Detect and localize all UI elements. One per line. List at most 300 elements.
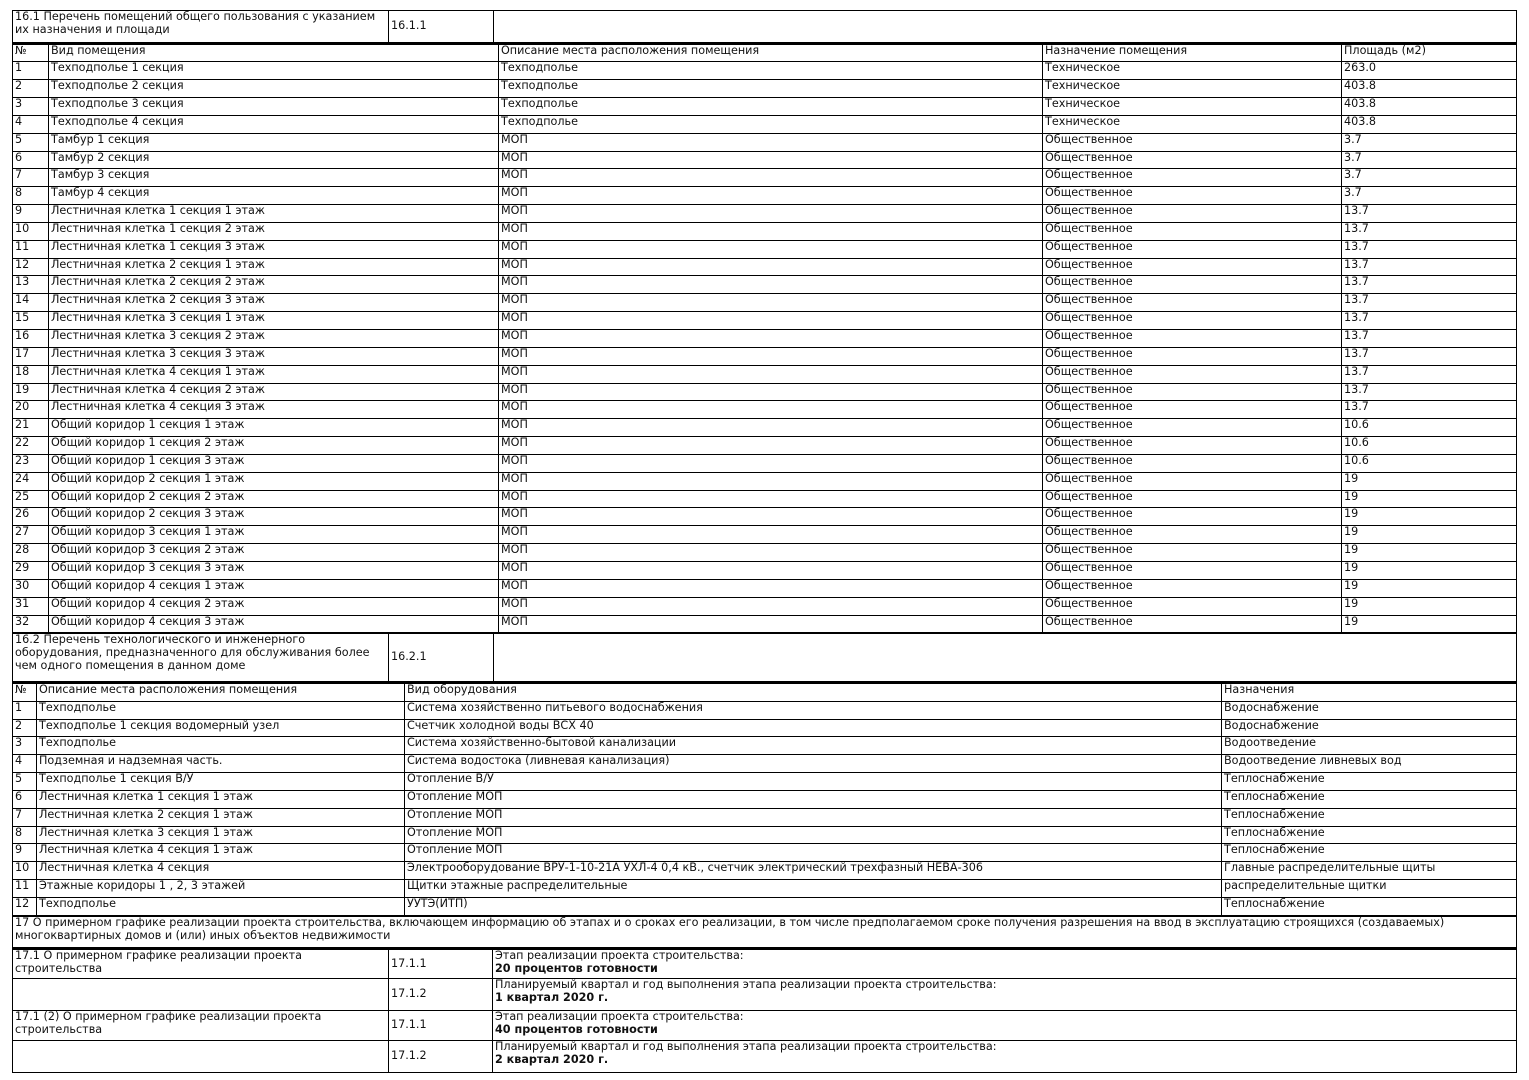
table-cell: МОП xyxy=(499,544,1043,562)
column-header: Описание места расположения помещения xyxy=(499,44,1043,62)
table-row xyxy=(13,773,1517,791)
table-row xyxy=(13,62,1517,80)
table-cell: МОП xyxy=(499,383,1043,401)
table-cell: 13.7 xyxy=(1342,312,1517,330)
schedule-row xyxy=(13,1011,1517,1041)
table-cell: МОП xyxy=(499,169,1043,187)
table-cell: Тамбур 2 секция xyxy=(49,151,499,169)
table-cell: 3 xyxy=(13,98,49,116)
table-cell: МОП xyxy=(499,490,1043,508)
table-cell: 403.8 xyxy=(1342,80,1517,98)
table-cell: Отопление МОП xyxy=(405,808,1222,826)
table-cell: 25 xyxy=(13,490,49,508)
table-cell: Лестничная клетка 4 секция 1 этаж xyxy=(37,844,405,862)
table-cell: МОП xyxy=(499,508,1043,526)
schedule-label: Этап реализации проекта строительства: xyxy=(495,948,744,962)
table-cell: Техподполье xyxy=(499,80,1043,98)
table-cell: Лестничная клетка 2 секция 2 этаж xyxy=(49,276,499,294)
column-header: № xyxy=(13,683,37,701)
column-header: Вид помещения xyxy=(49,44,499,62)
section-17-header xyxy=(12,916,1517,948)
table-cell: Общественное xyxy=(1043,615,1342,633)
table-cell: МОП xyxy=(499,151,1043,169)
schedule-block-title: 17.1 (2) О примерном графике реализации проекта строительства xyxy=(13,1011,389,1041)
table-row xyxy=(13,508,1517,526)
table-cell: МОП xyxy=(499,330,1043,348)
table-cell: Техподполье xyxy=(499,115,1043,133)
table-cell: 14 xyxy=(13,294,49,312)
table-cell: Лестничная клетка 4 секция 1 этаж xyxy=(49,365,499,383)
table-cell: 10 xyxy=(13,862,37,880)
table-cell: 19 xyxy=(1342,472,1517,490)
table-row xyxy=(13,276,1517,294)
table-row xyxy=(13,401,1517,419)
section-16-2-title: 16.2 Перечень технологического и инженерного оборудования, предназначенного для обслуживания более чем одного помещения в данном доме xyxy=(13,634,389,682)
table-cell: 11 xyxy=(13,880,37,898)
table-row xyxy=(13,437,1517,455)
table-cell: Тамбур 4 секция xyxy=(49,187,499,205)
table-cell: Техподполье xyxy=(37,897,405,915)
table-cell: МОП xyxy=(499,347,1043,365)
table-row xyxy=(13,719,1517,737)
table-cell: Техподполье xyxy=(499,62,1043,80)
table-cell: 403.8 xyxy=(1342,98,1517,116)
table-cell: Общественное xyxy=(1043,330,1342,348)
table-row xyxy=(13,347,1517,365)
table-cell: 263.0 xyxy=(1342,62,1517,80)
table-cell: МОП xyxy=(499,454,1043,472)
table-cell: 21 xyxy=(13,419,49,437)
table-cell: Лестничная клетка 3 секция 2 этаж xyxy=(49,330,499,348)
table-row xyxy=(13,701,1517,719)
table-cell: 5 xyxy=(13,773,37,791)
table-row xyxy=(13,597,1517,615)
table-cell: Общественное xyxy=(1043,294,1342,312)
table-cell: Теплоснабжение xyxy=(1222,844,1517,862)
table-cell: 30 xyxy=(13,579,49,597)
table-cell: 13.7 xyxy=(1342,383,1517,401)
table-cell: Общий коридор 3 секция 1 этаж xyxy=(49,526,499,544)
table-cell: 10.6 xyxy=(1342,419,1517,437)
table-cell: Общий коридор 4 секция 1 этаж xyxy=(49,579,499,597)
section-16-1-code: 16.1.1 xyxy=(389,11,494,43)
table-row xyxy=(13,790,1517,808)
table-cell: МОП xyxy=(499,365,1043,383)
table-row xyxy=(13,294,1517,312)
table-cell: Общий коридор 2 секция 2 этаж xyxy=(49,490,499,508)
table-cell: Общественное xyxy=(1043,258,1342,276)
table-cell: 13.7 xyxy=(1342,258,1517,276)
table-cell: Лестничная клетка 3 секция 1 этаж xyxy=(37,826,405,844)
table-cell: Техподполье 3 секция xyxy=(49,98,499,116)
table-cell: 2 xyxy=(13,719,37,737)
table-cell: Отопление МОП xyxy=(405,790,1222,808)
table-cell: Общественное xyxy=(1043,276,1342,294)
schedule-row xyxy=(13,1041,1517,1073)
table-cell: МОП xyxy=(499,401,1043,419)
table-cell: МОП xyxy=(499,294,1043,312)
table-row xyxy=(13,826,1517,844)
table-cell: Общественное xyxy=(1043,169,1342,187)
table-cell: МОП xyxy=(499,240,1043,258)
table-cell: 19 xyxy=(1342,508,1517,526)
table-cell: Лестничная клетка 1 секция 2 этаж xyxy=(49,222,499,240)
table-header-row xyxy=(13,683,1517,701)
table-row xyxy=(13,490,1517,508)
table-cell: Общественное xyxy=(1043,205,1342,223)
table-cell: 20 xyxy=(13,401,49,419)
table-cell: 10.6 xyxy=(1342,454,1517,472)
table-row xyxy=(13,133,1517,151)
table-row xyxy=(13,205,1517,223)
table-row xyxy=(13,615,1517,633)
schedule-code: 17.1.1 xyxy=(389,1011,493,1041)
table-cell: распределительные щитки xyxy=(1222,880,1517,898)
table-cell: Лестничная клетка 1 секция 1 этаж xyxy=(49,205,499,223)
schedule-value-cell xyxy=(493,979,1517,1011)
table-cell: 19 xyxy=(1342,597,1517,615)
schedule-code: 17.1.1 xyxy=(389,949,493,979)
table-cell: Общественное xyxy=(1043,472,1342,490)
table-cell: 3.7 xyxy=(1342,169,1517,187)
table-row xyxy=(13,472,1517,490)
table-cell: 19 xyxy=(1342,579,1517,597)
table-cell: Техподполье xyxy=(37,701,405,719)
table-row xyxy=(13,312,1517,330)
equipment-table xyxy=(12,682,1517,915)
table-cell: Общий коридор 2 секция 1 этаж xyxy=(49,472,499,490)
table-cell: МОП xyxy=(499,258,1043,276)
section-16-1-title: 16.1 Перечень помещений общего пользования с указанием их назначения и площади xyxy=(13,11,389,43)
table-cell: Техническое xyxy=(1043,98,1342,116)
table-cell: Лестничная клетка 1 секция 1 этаж xyxy=(37,790,405,808)
table-cell: 12 xyxy=(13,258,49,276)
table-row xyxy=(13,897,1517,915)
table-cell: Техподполье 1 секция xyxy=(49,62,499,80)
schedule-block-title: 17.1 О примерном графике реализации проекта строительства xyxy=(13,949,389,979)
table-cell: Общий коридор 3 секция 2 этаж xyxy=(49,544,499,562)
table-row xyxy=(13,419,1517,437)
table-cell: 1 xyxy=(13,62,49,80)
table-row xyxy=(13,187,1517,205)
column-header: Площадь (м2) xyxy=(1342,44,1517,62)
table-header-row xyxy=(13,44,1517,62)
common-premises-table xyxy=(12,43,1517,633)
table-cell: 28 xyxy=(13,544,49,562)
table-row xyxy=(13,844,1517,862)
table-cell: Лестничная клетка 3 секция 3 этаж xyxy=(49,347,499,365)
table-cell: Общий коридор 2 секция 3 этаж xyxy=(49,508,499,526)
table-cell: 15 xyxy=(13,312,49,330)
table-cell: Система хозяйственно питьевого водоснабжения xyxy=(405,701,1222,719)
table-cell: УУТЭ(ИТП) xyxy=(405,897,1222,915)
column-header: Вид оборудования xyxy=(405,683,1222,701)
column-header: № xyxy=(13,44,49,62)
table-row xyxy=(13,169,1517,187)
table-cell: Система хозяйственно-бытовой канализации xyxy=(405,737,1222,755)
schedule-value: 1 квартал 2020 г. xyxy=(495,991,609,1005)
table-cell: 8 xyxy=(13,826,37,844)
table-cell: 5 xyxy=(13,133,49,151)
empty-cell xyxy=(494,634,1517,682)
table-cell: Техподполье 1 секция В/У xyxy=(37,773,405,791)
table-cell: Общий коридор 1 секция 3 этаж xyxy=(49,454,499,472)
table-cell: Отопление В/У xyxy=(405,773,1222,791)
schedule-value: 20 процентов готовности xyxy=(495,961,658,975)
section-17-title: 17 О примерном графике реализации проекта строительства, включающем информацию об этапах и о сроках его реализации, в том числе предполагаемом сроке получения разрешения на ввод в эксплуатацию строящихся (создаваемых) многоквартирных домов и (или) иных объектов недвижимости xyxy=(13,916,1517,947)
table-cell: Электрооборудование ВРУ-1-10-21А УХЛ-4 0,4 кВ., счетчик электрический трехфазный НЕВА-306 xyxy=(405,862,1222,880)
table-cell: 13.7 xyxy=(1342,222,1517,240)
table-cell: Общественное xyxy=(1043,490,1342,508)
table-cell: 2 xyxy=(13,80,49,98)
table-cell: Главные распределительные щиты xyxy=(1222,862,1517,880)
table-cell: Счетчик холодной воды ВСХ 40 xyxy=(405,719,1222,737)
table-cell: Общий коридор 1 секция 1 этаж xyxy=(49,419,499,437)
table-row xyxy=(13,98,1517,116)
schedule-code: 17.1.2 xyxy=(389,979,493,1011)
table-cell: Система водостока (ливневая канализация) xyxy=(405,755,1222,773)
table-cell: 19 xyxy=(1342,615,1517,633)
table-cell: 3 xyxy=(13,737,37,755)
table-cell: Отопление МОП xyxy=(405,826,1222,844)
table-cell: Общественное xyxy=(1043,544,1342,562)
table-cell: 24 xyxy=(13,472,49,490)
table-cell: 4 xyxy=(13,115,49,133)
table-row xyxy=(13,880,1517,898)
table-cell: Техподполье xyxy=(37,737,405,755)
empty-cell xyxy=(13,979,389,1011)
table-cell: Общественное xyxy=(1043,383,1342,401)
table-cell: 13.7 xyxy=(1342,330,1517,348)
table-cell: Общий коридор 4 секция 3 этаж xyxy=(49,615,499,633)
table-cell: 19 xyxy=(1342,561,1517,579)
table-cell: 3.7 xyxy=(1342,187,1517,205)
table-row xyxy=(13,454,1517,472)
table-cell: 13 xyxy=(13,276,49,294)
table-cell: Лестничная клетка 2 секция 3 этаж xyxy=(49,294,499,312)
table-cell: МОП xyxy=(499,526,1043,544)
table-cell: 9 xyxy=(13,844,37,862)
table-cell: Техподполье 1 секция водомерный узел xyxy=(37,719,405,737)
table-cell: Общественное xyxy=(1043,187,1342,205)
table-cell: Общественное xyxy=(1043,365,1342,383)
table-cell: Общественное xyxy=(1043,508,1342,526)
table-cell: 1 xyxy=(13,701,37,719)
table-cell: Общественное xyxy=(1043,133,1342,151)
column-header: Назначение помещения xyxy=(1043,44,1342,62)
table-cell: МОП xyxy=(499,276,1043,294)
schedule-value-cell xyxy=(493,949,1517,979)
table-cell: МОП xyxy=(499,133,1043,151)
table-cell: Теплоснабжение xyxy=(1222,826,1517,844)
table-row xyxy=(13,755,1517,773)
table-cell: Тамбур 1 секция xyxy=(49,133,499,151)
table-cell: 29 xyxy=(13,561,49,579)
table-cell: Водоотведение ливневых вод xyxy=(1222,755,1517,773)
table-cell: 13.7 xyxy=(1342,401,1517,419)
table-cell: МОП xyxy=(499,187,1043,205)
table-cell: 19 xyxy=(13,383,49,401)
table-row xyxy=(13,862,1517,880)
table-row xyxy=(13,222,1517,240)
table-cell: Общественное xyxy=(1043,401,1342,419)
table-cell: Общественное xyxy=(1043,526,1342,544)
table-cell: МОП xyxy=(499,419,1043,437)
table-row xyxy=(13,544,1517,562)
table-cell: 26 xyxy=(13,508,49,526)
table-cell: 6 xyxy=(13,790,37,808)
table-cell: Общественное xyxy=(1043,597,1342,615)
table-cell: 32 xyxy=(13,615,49,633)
table-cell: Общий коридор 3 секция 3 этаж xyxy=(49,561,499,579)
table-cell: 10 xyxy=(13,222,49,240)
empty-cell xyxy=(494,11,1517,43)
schedule-row xyxy=(13,949,1517,979)
table-cell: 4 xyxy=(13,755,37,773)
schedule-label: Планируемый квартал и год выполнения этапа реализации проекта строительства: xyxy=(495,978,997,992)
table-cell: 27 xyxy=(13,526,49,544)
table-cell: Общественное xyxy=(1043,454,1342,472)
schedule-table xyxy=(12,948,1517,1074)
table-cell: Общий коридор 4 секция 2 этаж xyxy=(49,597,499,615)
table-cell: Общественное xyxy=(1043,151,1342,169)
document xyxy=(12,10,1517,1073)
table-cell: Общественное xyxy=(1043,312,1342,330)
table-cell: МОП xyxy=(499,312,1043,330)
table-cell: Теплоснабжение xyxy=(1222,790,1517,808)
schedule-label: Этап реализации проекта строительства: xyxy=(495,1010,744,1024)
schedule-code: 17.1.2 xyxy=(389,1041,493,1073)
table-cell: Лестничная клетка 2 секция 1 этаж xyxy=(37,808,405,826)
schedule-value-cell xyxy=(493,1041,1517,1073)
table-cell: Теплоснабжение xyxy=(1222,808,1517,826)
table-cell: 31 xyxy=(13,597,49,615)
table-cell: 10.6 xyxy=(1342,437,1517,455)
table-cell: 13.7 xyxy=(1342,276,1517,294)
table-cell: МОП xyxy=(499,579,1043,597)
schedule-label: Планируемый квартал и год выполнения этапа реализации проекта строительства: xyxy=(495,1040,997,1054)
section-16-1-header xyxy=(12,10,1517,43)
table-cell: 16 xyxy=(13,330,49,348)
table-cell: Техподполье 2 секция xyxy=(49,80,499,98)
table-cell: Отопление МОП xyxy=(405,844,1222,862)
table-cell: Техническое xyxy=(1043,62,1342,80)
table-cell: Общий коридор 1 секция 2 этаж xyxy=(49,437,499,455)
table-row xyxy=(13,115,1517,133)
table-row xyxy=(13,561,1517,579)
table-cell: Водоснабжение xyxy=(1222,701,1517,719)
table-cell: Лестничная клетка 3 секция 1 этаж xyxy=(49,312,499,330)
table-cell: Техническое xyxy=(1043,115,1342,133)
table-row xyxy=(13,526,1517,544)
table-cell: 8 xyxy=(13,187,49,205)
schedule-row xyxy=(13,979,1517,1011)
table-cell: 13.7 xyxy=(1342,347,1517,365)
table-cell: 3.7 xyxy=(1342,133,1517,151)
table-row xyxy=(13,808,1517,826)
table-cell: 17 xyxy=(13,347,49,365)
table-cell: МОП xyxy=(499,205,1043,223)
table-cell: 403.8 xyxy=(1342,115,1517,133)
table-cell: Лестничная клетка 2 секция 1 этаж xyxy=(49,258,499,276)
column-header: Назначения xyxy=(1222,683,1517,701)
section-16-2-header xyxy=(12,633,1517,682)
table-cell: МОП xyxy=(499,222,1043,240)
table-row xyxy=(13,80,1517,98)
table-cell: Водоотведение xyxy=(1222,737,1517,755)
table-cell: Лестничная клетка 4 секция xyxy=(37,862,405,880)
table-cell: 9 xyxy=(13,205,49,223)
table-cell: Этажные коридоры 1 , 2, 3 этажей xyxy=(37,880,405,898)
table-cell: Общественное xyxy=(1043,347,1342,365)
table-cell: Общественное xyxy=(1043,419,1342,437)
column-header: Описание места расположения помещения xyxy=(37,683,405,701)
table-cell: Лестничная клетка 4 секция 3 этаж xyxy=(49,401,499,419)
table-row xyxy=(13,579,1517,597)
table-cell: 12 xyxy=(13,897,37,915)
schedule-value: 40 процентов готовности xyxy=(495,1023,658,1037)
table-cell: МОП xyxy=(499,615,1043,633)
table-cell: 13.7 xyxy=(1342,240,1517,258)
table-cell: Лестничная клетка 1 секция 3 этаж xyxy=(49,240,499,258)
table-row xyxy=(13,383,1517,401)
table-row xyxy=(13,365,1517,383)
table-cell: 19 xyxy=(1342,526,1517,544)
table-cell: 19 xyxy=(1342,490,1517,508)
table-cell: 11 xyxy=(13,240,49,258)
section-16-2-code: 16.2.1 xyxy=(389,634,494,682)
schedule-value-cell xyxy=(493,1011,1517,1041)
table-cell: Общественное xyxy=(1043,579,1342,597)
table-cell: Техподполье 4 секция xyxy=(49,115,499,133)
table-row xyxy=(13,240,1517,258)
empty-cell xyxy=(13,1041,389,1073)
table-cell: Водоснабжение xyxy=(1222,719,1517,737)
table-cell: Щитки этажные распределительные xyxy=(405,880,1222,898)
table-cell: Подземная и надземная часть. xyxy=(37,755,405,773)
table-cell: 22 xyxy=(13,437,49,455)
table-cell: 7 xyxy=(13,808,37,826)
table-cell: 3.7 xyxy=(1342,151,1517,169)
table-cell: Общественное xyxy=(1043,561,1342,579)
table-cell: Теплоснабжение xyxy=(1222,897,1517,915)
table-cell: 13.7 xyxy=(1342,294,1517,312)
table-cell: Общественное xyxy=(1043,222,1342,240)
table-cell: Теплоснабжение xyxy=(1222,773,1517,791)
table-row xyxy=(13,737,1517,755)
table-cell: МОП xyxy=(499,597,1043,615)
table-cell: 7 xyxy=(13,169,49,187)
table-cell: 19 xyxy=(1342,544,1517,562)
table-cell: Тамбур 3 секция xyxy=(49,169,499,187)
table-row xyxy=(13,330,1517,348)
schedule-value: 2 квартал 2020 г. xyxy=(495,1053,609,1067)
table-cell: Общественное xyxy=(1043,437,1342,455)
table-cell: Общественное xyxy=(1043,240,1342,258)
table-cell: 18 xyxy=(13,365,49,383)
table-row xyxy=(13,258,1517,276)
table-cell: 13.7 xyxy=(1342,205,1517,223)
table-cell: 6 xyxy=(13,151,49,169)
table-cell: МОП xyxy=(499,561,1043,579)
table-cell: МОП xyxy=(499,472,1043,490)
table-row xyxy=(13,151,1517,169)
table-cell: Лестничная клетка 4 секция 2 этаж xyxy=(49,383,499,401)
table-cell: Техническое xyxy=(1043,80,1342,98)
table-cell: 13.7 xyxy=(1342,365,1517,383)
table-cell: МОП xyxy=(499,437,1043,455)
table-cell: Техподполье xyxy=(499,98,1043,116)
